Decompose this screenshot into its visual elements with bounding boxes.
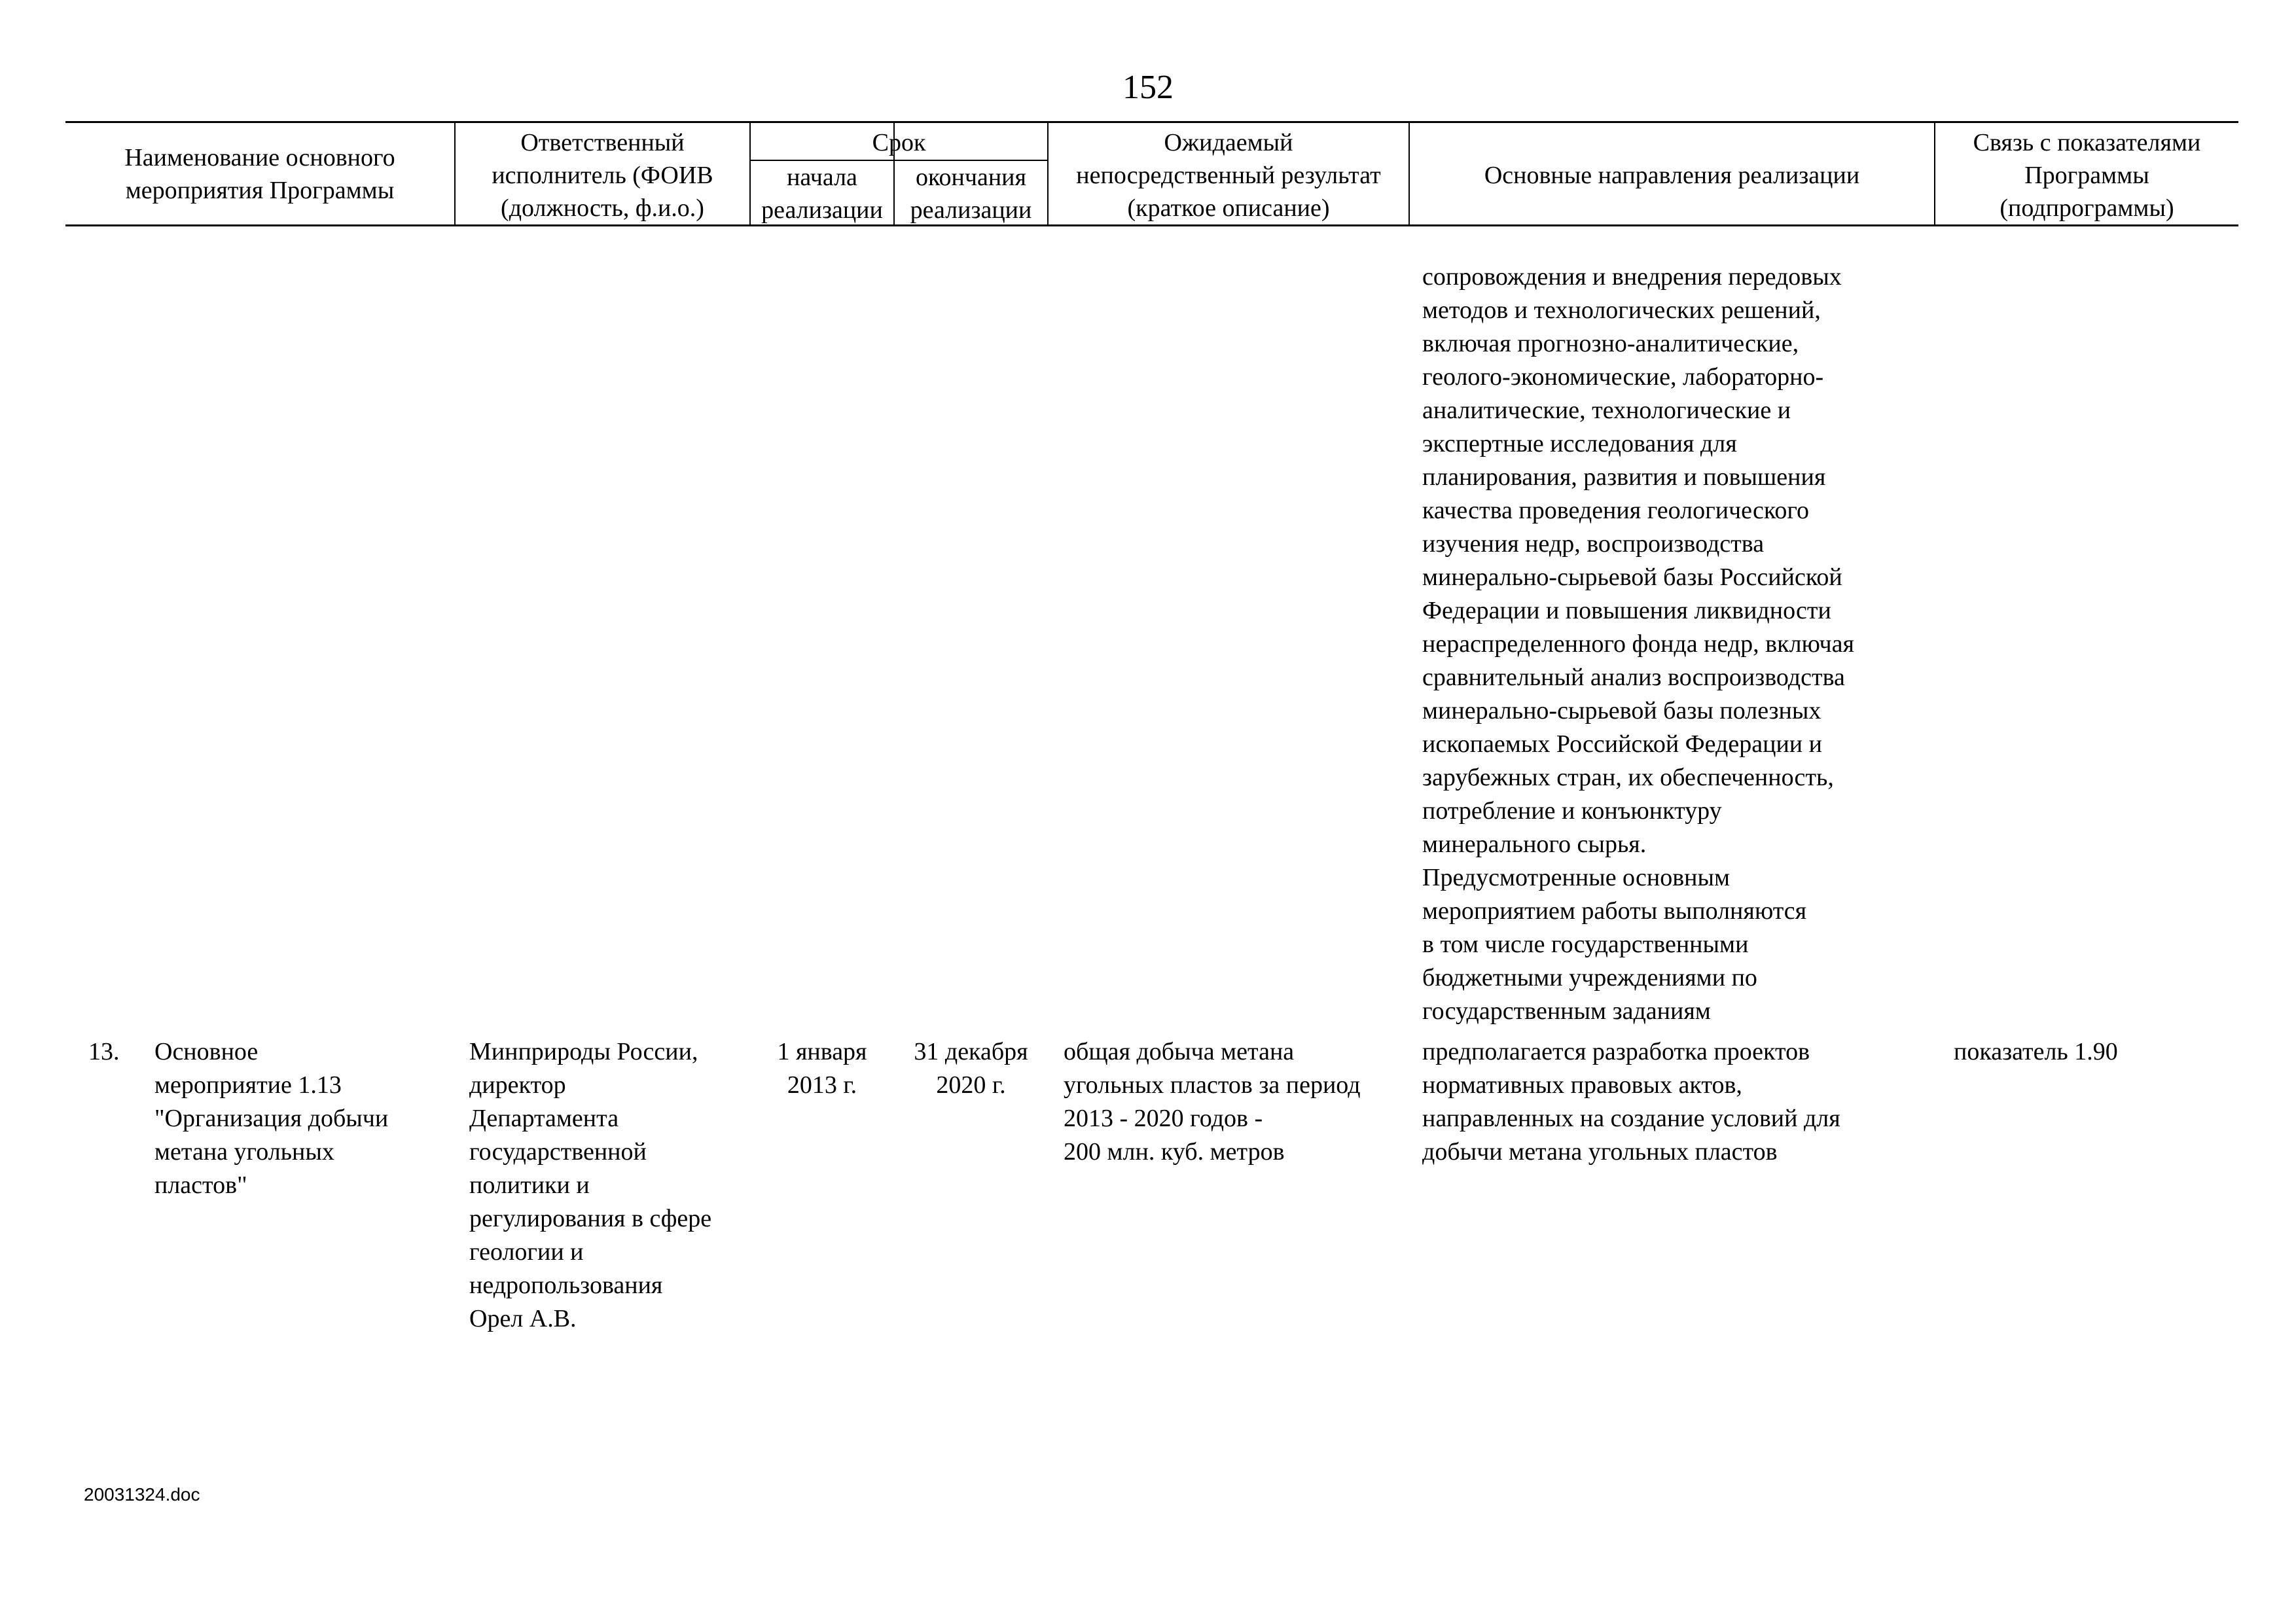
row-end-date: 31 декабря 2020 г. [914,1038,1028,1099]
header-link: Связь с показателями Программы (подпрограммы) [1973,129,2201,222]
header-responsible: Ответственный исполнитель (ФОИВ (должность, ф.и.о.) [492,129,713,222]
header-end: окончания реализации [910,164,1032,224]
header-name: Наименование основного мероприятия Программы [124,144,395,204]
header-start: начала реализации [761,164,883,224]
header-directions: Основные направления реализации [1484,162,1860,189]
header-term: Срок [872,129,926,156]
directions-continuation-text: сопровождения и внедрения передовых методов и технологических решений, включая прогнозно-аналитические, геолого-экономические, лабораторно- аналитические, технологические и экспертные исследования для планирования, развития и повышения качества проведения геологического изучения недр, воспроизводства минерально-сырьевой базы Российской Федерации и повышения ликвидности нераспределенного фонда недр, включая сравнительный анализ воспроизводства минерально-сырьевой базы полезных ископаемых Российской Федерации и зарубежных стран, их обеспеченность, потребление и конъюнктуру минерального сырья. Предусмотренные основным мероприятием работы выполняются в том числе государственными бюджетными учреждениями по государственным заданиям [1422,263,1854,1025]
page-number: 152 [1122,69,1174,106]
header-bottom-rule [65,224,2238,226]
document-filename: 20031324.doc [84,1484,200,1505]
row-result: общая добыча метана угольных пластов за период 2013 - 2020 годов - 200 млн. куб. метров [1064,1038,1361,1166]
row-number: 13. [88,1038,120,1065]
row-indicator-link: показатель 1.90 [1954,1038,2118,1065]
row-directions: предполагается разработка проектов нормативных правовых актов, направленных на создание условий для добычи метана угольных пластов [1422,1038,1840,1166]
row-start-date: 1 января 2013 г. [777,1038,867,1099]
row-name: Основное мероприятие 1.13 "Организация добычи метана угольных пластов" [154,1038,389,1199]
header-result: Ожидаемый непосредственный результат (краткое описание) [1076,129,1381,222]
row-responsible: Минприроды России, директор Департамента государственной политики и регулирования в сфере геологии и недропользования Орел А.В. [469,1038,712,1332]
header-top-rule [65,121,2238,123]
